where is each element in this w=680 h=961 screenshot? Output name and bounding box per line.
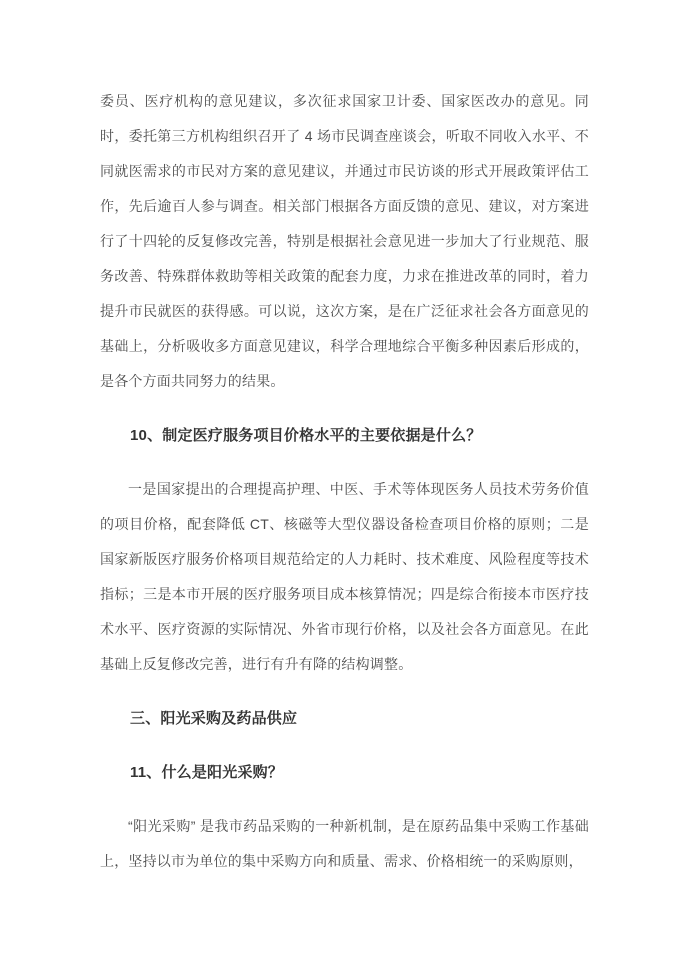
question-11-heading: 11、什么是阳光采购？ [130,764,284,781]
section-heading-sunshine-procurement: 三、阳光采购及药品供应 [130,710,298,727]
question-10-answer-paragraph: 一是国家提出的合理提高护理、中医、手术等体现医务人员技术劳务价值的项目价格，配套降低 CT、核磁等大型仪器设备检查项目价格的原则；二是国家新版医疗服务价格项目规范给定的人力耗时、技术难度、风险程度等技术指标；三是本市开展的医疗服务项目成本核算情况；四是综合衔接本市医疗技术水平、医疗资源的实际情况、外省市现行价格，以及社会各方面意见。在此基础上反复修改完善，进行有升有降的结构调整。 [100,481,589,672]
question-11-answer-paragraph: “阳光采购” 是我市药品采购的一种新机制，是在原药品集中采购工作基础上，坚持以市为单位的集中采购方向和质量、需求、价格相统一的采购原则， [100,818,589,869]
question-10-heading: 10、制定医疗服务项目价格水平的主要依据是什么？ [130,427,482,444]
body-paragraph-continuation: 委员、医疗机构的意见建议，多次征求国家卫计委、国家医改办的意见。同时，委托第三方机构组织召开了 4 场市民调查座谈会，听取不同收入水平、不同就医需求的市民对方案的意见建议，并通过市民访谈的形式开展政策评估工作，先后逾百人参与调查。相关部门根据各方面反馈的意见、建议，对方案进行了十四轮的反复修改完善，特别是根据社会意见进一步加大了行业规范、服务改善、特殊群体救助等相关政策的配套力度，力求在推进改革的同时，着力提升市民就医的获得感。可以说，这次方案，是在广泛征求社会各方面意见的基础上，分析吸收多方面意见建议，科学合理地综合平衡多种因素后形成的，是各个方面共同努力的结果。 [100,93,589,389]
